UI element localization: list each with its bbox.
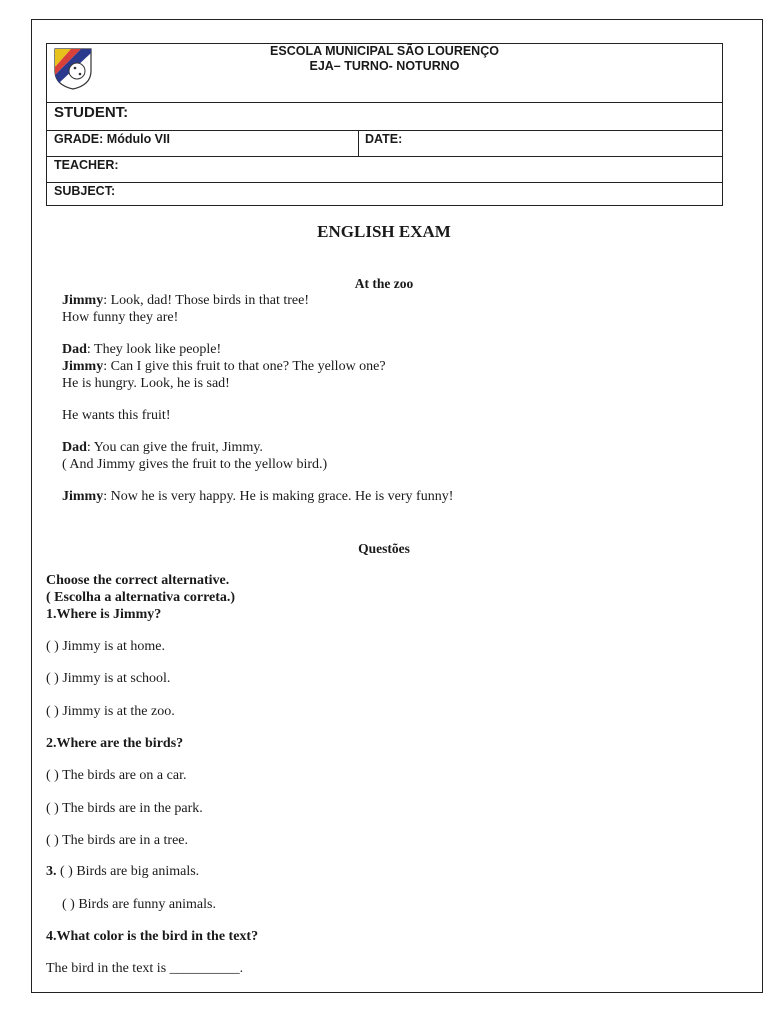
subject-label: SUBJECT: bbox=[54, 184, 116, 198]
story-line: Jimmy: Look, dad! Those birds in that tree! bbox=[62, 293, 310, 308]
speaker-name: Dad bbox=[62, 342, 87, 357]
story-line: How funny they are! bbox=[62, 310, 179, 325]
q1-option-a[interactable]: ( ) Jimmy is at home. bbox=[46, 639, 165, 654]
story-line: Dad: They look like people! bbox=[62, 342, 222, 357]
question-2: 2.Where are the birds? bbox=[46, 736, 184, 751]
story-title: At the zoo bbox=[354, 276, 414, 291]
date-cell[interactable] bbox=[358, 131, 403, 156]
teacher-label: TEACHER: bbox=[54, 158, 119, 172]
exam-title: ENGLISH EXAM bbox=[317, 222, 451, 241]
story-line: He wants this fruit! bbox=[62, 408, 171, 423]
teacher-row[interactable] bbox=[47, 157, 722, 183]
speaker-name: Jimmy bbox=[62, 489, 104, 504]
q3-number: 3. bbox=[46, 864, 57, 879]
subject-row[interactable] bbox=[47, 183, 722, 205]
date-label: DATE: bbox=[365, 132, 403, 146]
q2-option-b[interactable]: ( ) The birds are in the park. bbox=[46, 801, 203, 816]
school-row bbox=[47, 44, 722, 103]
questions-title: Questões bbox=[358, 541, 410, 556]
exam-header-table bbox=[46, 43, 723, 206]
instruction-portuguese: ( Escolha a alternativa correta.) bbox=[46, 590, 236, 605]
story-line: Jimmy: Now he is very happy. He is making grace. He is very funny! bbox=[62, 489, 454, 504]
q1-option-b[interactable]: ( ) Jimmy is at school. bbox=[46, 671, 171, 686]
story-line: ( And Jimmy gives the fruit to the yellow bird.) bbox=[62, 457, 328, 472]
speaker-name: Jimmy bbox=[62, 359, 104, 374]
story-line: Jimmy: Can I give this fruit to that one? The yellow one? bbox=[62, 359, 386, 374]
q1-option-c[interactable]: ( ) Jimmy is at the zoo. bbox=[46, 704, 175, 719]
grade-label: GRADE: Módulo VII bbox=[54, 132, 170, 146]
instruction-english: Choose the correct alternative. bbox=[46, 573, 230, 588]
speaker-name: Dad bbox=[62, 440, 87, 455]
q3-option-b[interactable]: ( ) Birds are funny animals. bbox=[62, 897, 216, 912]
student-row[interactable] bbox=[47, 103, 722, 131]
q4-answer-line[interactable]: The bird in the text is __________. bbox=[46, 961, 244, 976]
question-4: 4.What color is the bird in the text? bbox=[46, 929, 259, 944]
story-line: He is hungry. Look, he is sad! bbox=[62, 376, 230, 391]
question-3 bbox=[46, 863, 199, 880]
q3-option-a[interactable]: ( ) Birds are big animals. bbox=[60, 864, 200, 879]
q2-option-a[interactable]: ( ) The birds are on a car. bbox=[46, 768, 187, 783]
school-shift: EJA– TURNO- NOTURNO bbox=[309, 59, 460, 73]
q2-option-c[interactable]: ( ) The birds are in a tree. bbox=[46, 833, 189, 848]
grade-date-row bbox=[47, 131, 722, 157]
student-label: STUDENT: bbox=[54, 104, 129, 121]
school-name: ESCOLA MUNICIPAL SÃO LOURENÇO bbox=[270, 44, 499, 58]
story-line: Dad: You can give the fruit, Jimmy. bbox=[62, 440, 263, 455]
question-1: 1.Where is Jimmy? bbox=[46, 607, 162, 622]
speaker-name: Jimmy bbox=[62, 293, 104, 308]
